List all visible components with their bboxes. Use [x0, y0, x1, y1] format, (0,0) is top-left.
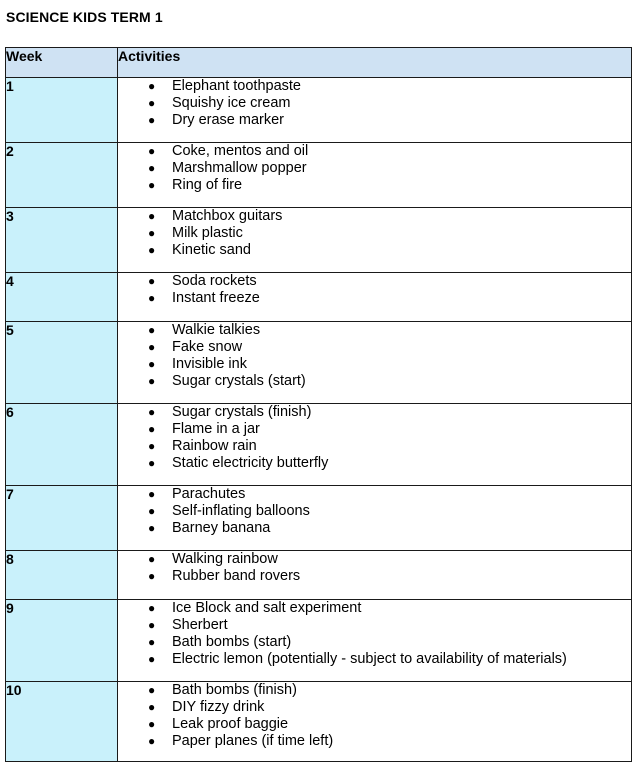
activity-text: Squishy ice cream — [172, 95, 291, 111]
week-number-cell: 5 — [6, 322, 118, 404]
activity-list-item — [118, 438, 631, 455]
activity-list-item — [118, 682, 631, 699]
activity-text: Paper planes (if time left) — [172, 733, 334, 749]
bullet-icon: ● — [148, 323, 156, 337]
bullet-icon: ● — [148, 504, 156, 518]
week-number-cell: 6 — [6, 404, 118, 486]
activity-text: Dry erase marker — [172, 112, 284, 128]
activities-column-header: Activities — [118, 48, 632, 78]
activity-list-item — [118, 486, 631, 503]
bullet-icon: ● — [148, 209, 156, 223]
bullet-icon: ● — [148, 226, 156, 240]
bullet-icon: ● — [148, 700, 156, 714]
activity-list — [118, 600, 631, 668]
activities-cell — [118, 322, 632, 404]
activity-list-item — [118, 242, 631, 259]
activity-schedule-table — [5, 47, 632, 762]
activity-list — [118, 322, 631, 390]
table-row — [6, 551, 632, 600]
bullet-icon: ● — [148, 652, 156, 666]
activity-text: Flame in a jar — [172, 421, 260, 437]
week-number-cell: 4 — [6, 273, 118, 322]
activity-text: Bath bombs (finish) — [172, 682, 297, 698]
activity-text: Soda rockets — [172, 273, 257, 289]
week-number-cell: 7 — [6, 486, 118, 551]
table-body — [6, 78, 632, 762]
activity-list-item — [118, 634, 631, 651]
activity-list — [118, 143, 631, 194]
activity-text: Ring of fire — [172, 177, 243, 193]
activity-text: Electric lemon (potentially - subject to availability of materials) — [172, 651, 567, 667]
activities-cell — [118, 486, 632, 551]
activity-text: Milk plastic — [172, 225, 243, 241]
activities-cell — [118, 78, 632, 143]
bullet-icon: ● — [148, 569, 156, 583]
bullet-icon: ● — [148, 178, 156, 192]
activity-list-item — [118, 617, 631, 634]
activity-text: Invisible ink — [172, 356, 247, 372]
activities-cell — [118, 682, 632, 762]
week-number-cell: 3 — [6, 208, 118, 273]
week-number-cell: 2 — [6, 143, 118, 208]
activity-list-item — [118, 112, 631, 129]
activity-text: Kinetic sand — [172, 242, 251, 258]
activity-list-item — [118, 208, 631, 225]
table-row — [6, 273, 632, 322]
activity-text: Sugar crystals (finish) — [172, 404, 312, 420]
bullet-icon: ● — [148, 243, 156, 257]
activity-list-item — [118, 551, 631, 568]
table-header-row — [6, 48, 632, 78]
bullet-icon: ● — [148, 274, 156, 288]
bullet-icon: ● — [148, 521, 156, 535]
week-number-cell: 10 — [6, 682, 118, 762]
week-number-cell: 8 — [6, 551, 118, 600]
activity-list-item — [118, 651, 631, 668]
activity-list-item — [118, 503, 631, 520]
activity-text: Fake snow — [172, 339, 243, 355]
activities-cell — [118, 208, 632, 273]
table-row — [6, 78, 632, 143]
bullet-icon: ● — [148, 618, 156, 632]
table-row — [6, 600, 632, 682]
activity-text: Rainbow rain — [172, 438, 257, 454]
activity-text: Elephant toothpaste — [172, 78, 301, 94]
activity-text: Instant freeze — [172, 290, 260, 306]
activity-list-item — [118, 339, 631, 356]
bullet-icon: ● — [148, 144, 156, 158]
activity-text: Coke, mentos and oil — [172, 143, 309, 159]
activity-text: Walkie talkies — [172, 322, 261, 338]
activity-text: Self-inflating balloons — [172, 503, 310, 519]
activity-text: Barney banana — [172, 520, 271, 536]
activity-list — [118, 273, 631, 307]
activity-text: Rubber band rovers — [172, 568, 301, 584]
activity-list-item — [118, 177, 631, 194]
activity-list-item — [118, 322, 631, 339]
bullet-icon: ● — [148, 487, 156, 501]
bullet-icon: ● — [148, 552, 156, 566]
activity-list-item — [118, 373, 631, 390]
activity-text: Sugar crystals (start) — [172, 373, 306, 389]
bullet-icon: ● — [148, 405, 156, 419]
activity-list — [118, 551, 631, 585]
activity-text: Parachutes — [172, 486, 246, 502]
activity-list-item — [118, 716, 631, 733]
activity-text: Static electricity butterfly — [172, 455, 329, 471]
table-row — [6, 486, 632, 551]
activity-list-item — [118, 568, 631, 585]
week-column-header: Week — [6, 48, 118, 78]
activity-list-item — [118, 356, 631, 373]
activity-list-item — [118, 600, 631, 617]
bullet-icon: ● — [148, 340, 156, 354]
bullet-icon: ● — [148, 734, 156, 748]
activity-list-item — [118, 160, 631, 177]
activity-text: Walking rainbow — [172, 551, 278, 567]
activities-cell — [118, 143, 632, 208]
activity-list-item — [118, 733, 631, 750]
activity-list-item — [118, 225, 631, 242]
table-row — [6, 143, 632, 208]
activity-list-item — [118, 290, 631, 307]
activity-list — [118, 486, 631, 537]
activity-text: Marshmallow popper — [172, 160, 307, 176]
activity-list — [118, 404, 631, 472]
bullet-icon: ● — [148, 96, 156, 110]
table-row — [6, 322, 632, 404]
table-row — [6, 682, 632, 762]
bullet-icon: ● — [148, 291, 156, 305]
bullet-icon: ● — [148, 79, 156, 93]
activity-list-item — [118, 78, 631, 95]
activity-text: Bath bombs (start) — [172, 634, 292, 650]
activities-cell — [118, 404, 632, 486]
activities-cell — [118, 551, 632, 600]
week-number-cell: 1 — [6, 78, 118, 143]
activities-cell — [118, 600, 632, 682]
activity-list-item — [118, 421, 631, 438]
activity-list-item — [118, 455, 631, 472]
bullet-icon: ● — [148, 456, 156, 470]
activity-list-item — [118, 273, 631, 290]
activity-text: Matchbox guitars — [172, 208, 283, 224]
activity-list — [118, 78, 631, 129]
bullet-icon: ● — [148, 601, 156, 615]
activity-list — [118, 682, 631, 750]
bullet-icon: ● — [148, 161, 156, 175]
bullet-icon: ● — [148, 357, 156, 371]
activity-text: Ice Block and salt experiment — [172, 600, 362, 616]
activity-text: DIY fizzy drink — [172, 699, 265, 715]
bullet-icon: ● — [148, 113, 156, 127]
activity-list — [118, 208, 631, 259]
activities-cell — [118, 273, 632, 322]
activity-list-item — [118, 520, 631, 537]
bullet-icon: ● — [148, 422, 156, 436]
table-row — [6, 208, 632, 273]
bullet-icon: ● — [148, 717, 156, 731]
bullet-icon: ● — [148, 635, 156, 649]
table-row — [6, 404, 632, 486]
bullet-icon: ● — [148, 439, 156, 453]
bullet-icon: ● — [148, 683, 156, 697]
activity-list-item — [118, 143, 631, 160]
week-number-cell: 9 — [6, 600, 118, 682]
activity-list-item — [118, 95, 631, 112]
activity-list-item — [118, 699, 631, 716]
activity-text: Sherbert — [172, 617, 228, 633]
activity-text: Leak proof baggie — [172, 716, 289, 732]
bullet-icon: ● — [148, 374, 156, 388]
activity-list-item — [118, 404, 631, 421]
document-title: SCIENCE KIDS TERM 1 — [6, 9, 163, 25]
